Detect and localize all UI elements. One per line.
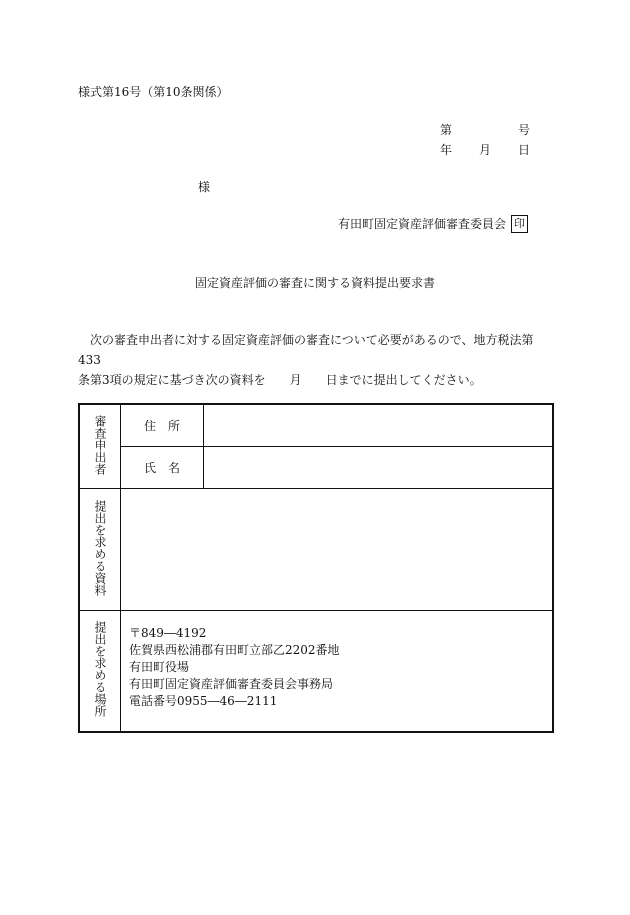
place-value-cell [121, 610, 554, 732]
document-title: 固定資産評価の審査に関する資料提出要求書 [195, 276, 436, 290]
applicant-header-cell [79, 404, 121, 488]
date-year: 年 [440, 143, 453, 157]
materials-value-cell [121, 488, 554, 610]
address-label-cell [121, 404, 204, 446]
sender-name: 有田町固定資産評価審査委員会 [338, 217, 507, 231]
name-value-cell [204, 446, 554, 488]
place-postal-code: 〒849―4192 [129, 625, 207, 640]
document-number-block [440, 120, 530, 160]
materials-header-cell [79, 488, 121, 610]
document-number-row [440, 120, 530, 140]
body-line-1: 次の審査申出者に対する固定資産評価の審査について必要があるので、地方税法第433 [78, 333, 534, 367]
place-header-cell [79, 610, 121, 732]
address-label: 住所 [143, 418, 192, 433]
place-department: 有田町固定資産評価審査委員会事務局 [129, 676, 334, 691]
form-number: 様式第16号（第10条関係） [78, 85, 229, 99]
addressee-honorific: 様 [198, 180, 211, 194]
name-label: 氏名 [143, 460, 192, 475]
date-month: 月 [478, 143, 491, 157]
applicant-header: 審査申出者 [93, 414, 107, 475]
request-form-table [78, 403, 554, 733]
date-row [440, 140, 530, 160]
place-office: 有田町役場 [129, 659, 190, 674]
body-paragraph [78, 330, 556, 390]
place-phone: 電話番号0955―46―2111 [129, 693, 278, 708]
number-suffix: 号 [517, 123, 530, 137]
materials-header: 提出を求める資料 [93, 499, 107, 596]
seal-mark: 印 [511, 215, 528, 233]
body-line-2: 条第3項の規定に基づき次の資料を 月 日までに提出してください。 [78, 373, 482, 387]
date-day: 日 [517, 143, 530, 157]
number-prefix: 第 [440, 123, 453, 137]
place-header: 提出を求める場所 [93, 621, 107, 718]
address-value-cell [204, 404, 554, 446]
place-address: 佐賀県西松浦郡有田町立部乙2202番地 [129, 642, 340, 657]
name-label-cell [121, 446, 204, 488]
